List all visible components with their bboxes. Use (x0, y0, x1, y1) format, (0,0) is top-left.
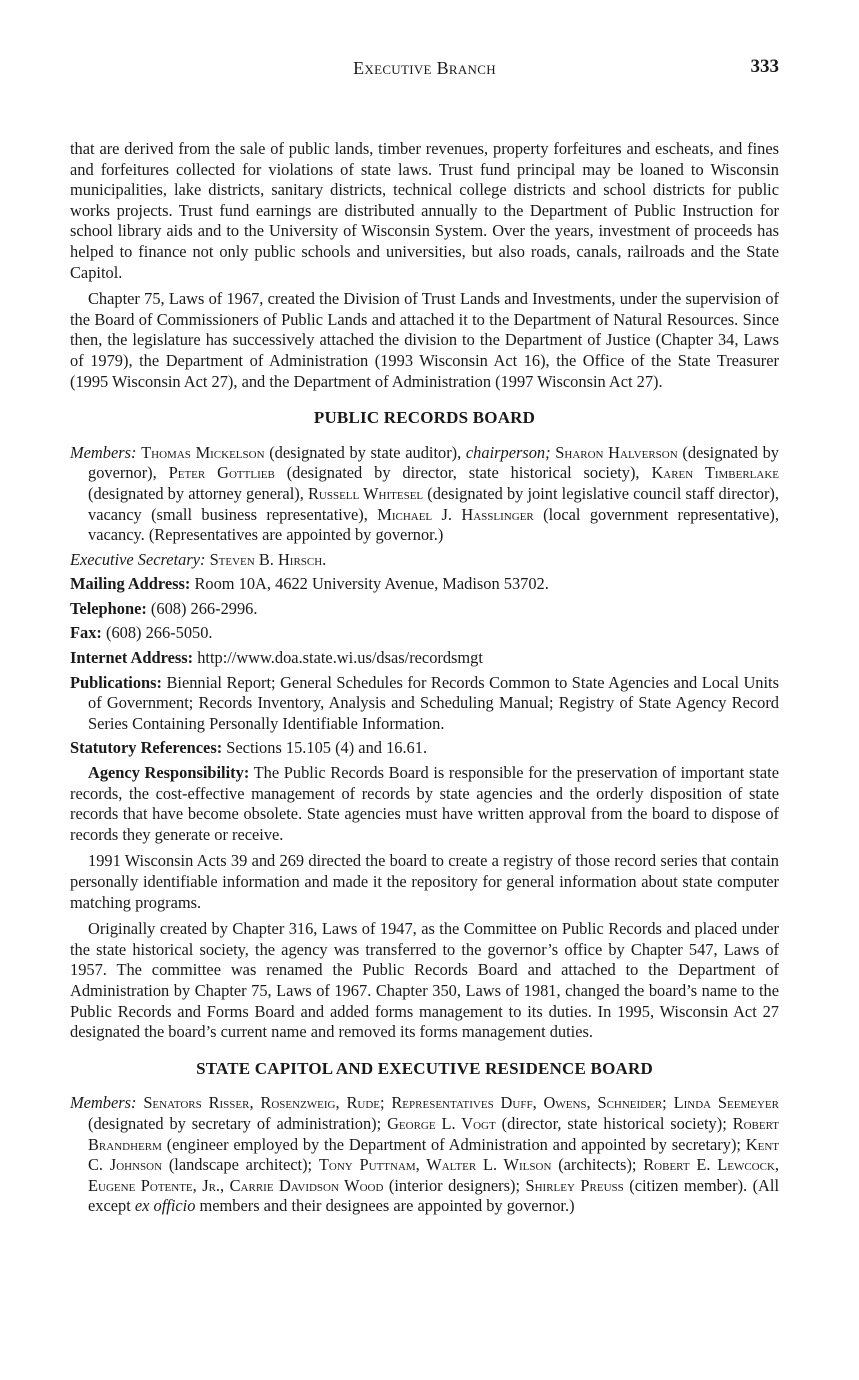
member-note: (director, state historical society); (495, 1113, 733, 1133)
member-note: (designated by state auditor), (264, 442, 466, 462)
telephone-label: Telephone: (70, 598, 147, 618)
prb-members (70, 443, 779, 546)
fax-label: Fax: (70, 623, 102, 643)
telephone-value: (608) 266-2996. (150, 598, 258, 618)
publications-value: Biennial Report; General Schedules for Records Common to State Agencies and Local Units of Government; Records Inventory, Analysis and Scheduling Manual; Registry of State Agency Record Series Containing Personally Identifiable Information. (88, 672, 779, 733)
member-note: (designated by director, state historical society), (274, 463, 652, 483)
members-label: Members: (70, 442, 137, 462)
statutory-references-value: Sections 15.105 (4) and 16.61. (226, 738, 428, 758)
fax-value: (608) 266-5050. (105, 623, 213, 643)
telephone (70, 599, 779, 620)
statutory-references-label: Statutory References: (70, 738, 223, 758)
member-note: (landscape architect); (162, 1155, 319, 1175)
member-name: Sharon Halverson (550, 442, 678, 462)
agency-responsibility (70, 763, 779, 845)
paragraph-1991-acts: 1991 Wisconsin Acts 39 and 269 directed the board to create a registry of those record series that contain personally identifiable information and made it the repository for general information about state computer matching programs. (70, 851, 779, 912)
ex-officio: ex officio (134, 1196, 196, 1216)
member-note: (designated by governor), (88, 442, 779, 483)
member-note: (architects); (551, 1155, 644, 1175)
member-name: Tony Puttnam, Walter L. Wilson (318, 1155, 552, 1175)
member-name: Peter Gottlieb (168, 463, 275, 483)
internet-address-label: Internet Address: (70, 648, 194, 668)
member-name: Robert E. Lewcock, Eugene Potente, Jr., Carrie Davidson Wood (88, 1155, 780, 1195)
member-note: (local government representative), vacancy. (Representatives are appointed by governor.) (88, 504, 779, 545)
members-label: Members: (70, 1093, 137, 1113)
member-note: members and their designees are appointed by governor.) (195, 1196, 575, 1216)
member-note: (interior designers); (383, 1175, 526, 1195)
member-name: Russell Whitesel (307, 483, 424, 503)
paragraph-history: Originally created by Chapter 316, Laws of 1947, as the Committee on Public Records and placed under the state historical society, the agency was transferred to the governor’s office by Chapter 547, Laws of 1957. The committee was renamed the Public Records Board and attached to the Department of Administration by Chapter 75, Laws of 1967. Chapter 350, Laws of 1981, changed the board’s name to the Public Records and Forms Board and added forms management to its duties. In 1995, Wisconsin Act 27 designated the board’s current name and removed its forms management duties. (70, 919, 779, 1042)
member-note: (citizen member). (All except (88, 1175, 779, 1216)
member-name: Robert Brandherm (88, 1113, 779, 1154)
executive-secretary-label: Executive Secretary: (70, 549, 206, 569)
intro-paragraph-1: that are derived from the sale of public lands, timber revenues, property forfeitures and escheats, and fines and forfeitures collected for violations of state laws. Trust fund principal may be loaned to Wisconsin municipalities, lake districts, sanitary districts, technical college districts and school districts for public works projects. Trust fund earnings are distributed annually to the Department of Public Instruction for school library aids and to the University of Wisconsin System. Over the years, investment of proceeds has helped to finance not only public schools and universities, but also roads, canals, railroads and the State Capitol. (70, 139, 779, 282)
mailing-address (70, 574, 779, 595)
agency-responsibility-value: The Public Records Board is responsible for the preservation of important state records, the cost-effective management of records by state agencies and the orderly disposition of state records that have become obsolete. State agencies must have written approval from the board to dispose of records they generate or receive. (70, 763, 779, 844)
member-name: Senators Risser, Rosenzweig, Rude; Representatives Duff, Owens, Schneider; Linda Seemeyer (143, 1093, 779, 1113)
chairperson-label: chairperson; (465, 442, 551, 462)
internet-address-link[interactable]: http://www.doa.state.wi.us/dsas/recordsmgt (197, 648, 483, 668)
intro-paragraph-2: Chapter 75, Laws of 1967, created the Division of Trust Lands and Investments, under the supervision of the Board of Commissioners of Public Lands and attached it to the Department of Natural Resources. Since then, the legislature has successively attached the division to the Department of Justice (Chapter 34, Laws of 1979), the Department of Administration (1993 Wisconsin Act 16), the Office of the State Treasurer (1995 Wisconsin Act 27), and the Department of Administration (1997 Wisconsin Act 27). (70, 289, 779, 391)
member-note: (engineer employed by the Department of Administration and appointed by secretary); (161, 1134, 746, 1154)
section-title-public-records-board: PUBLIC RECORDS BOARD (313, 408, 536, 428)
mailing-address-value: Room 10A, 4622 University Avenue, Madison 53702. (194, 574, 549, 594)
member-name: Thomas Mickelson (141, 442, 265, 462)
member-name: Kent C. Johnson (88, 1134, 779, 1175)
fax (70, 623, 779, 644)
publications-label: Publications: (70, 672, 162, 692)
member-name: Shirley Preuss (525, 1175, 624, 1195)
mailing-address-label: Mailing Address: (70, 574, 191, 594)
executive-secretary (70, 550, 779, 571)
member-name: Michael J. Hasslinger (377, 504, 534, 524)
running-head: Executive Branch (353, 58, 496, 78)
internet-address (70, 648, 779, 669)
executive-secretary-name: Steven B. Hirsch. (209, 549, 327, 569)
publications (70, 673, 779, 735)
agency-responsibility-label: Agency Responsibility: (88, 763, 250, 783)
member-note: (designated by secretary of administration); (88, 1113, 388, 1133)
member-name: George L. Vogt (387, 1113, 496, 1133)
page-body (70, 139, 779, 1221)
section-title-state-capitol-board: STATE CAPITOL AND EXECUTIVE RESIDENCE BOARD (196, 1058, 653, 1078)
member-note: (designated by attorney general), (88, 483, 308, 503)
page-number: 333 (750, 56, 779, 77)
capitol-members (70, 1093, 779, 1217)
page-header (70, 56, 779, 86)
statutory-references (70, 738, 779, 759)
member-note: (designated by joint legislative council staff director), vacancy (small business representative), (88, 483, 779, 524)
member-name: Karen Timberlake (651, 463, 779, 483)
